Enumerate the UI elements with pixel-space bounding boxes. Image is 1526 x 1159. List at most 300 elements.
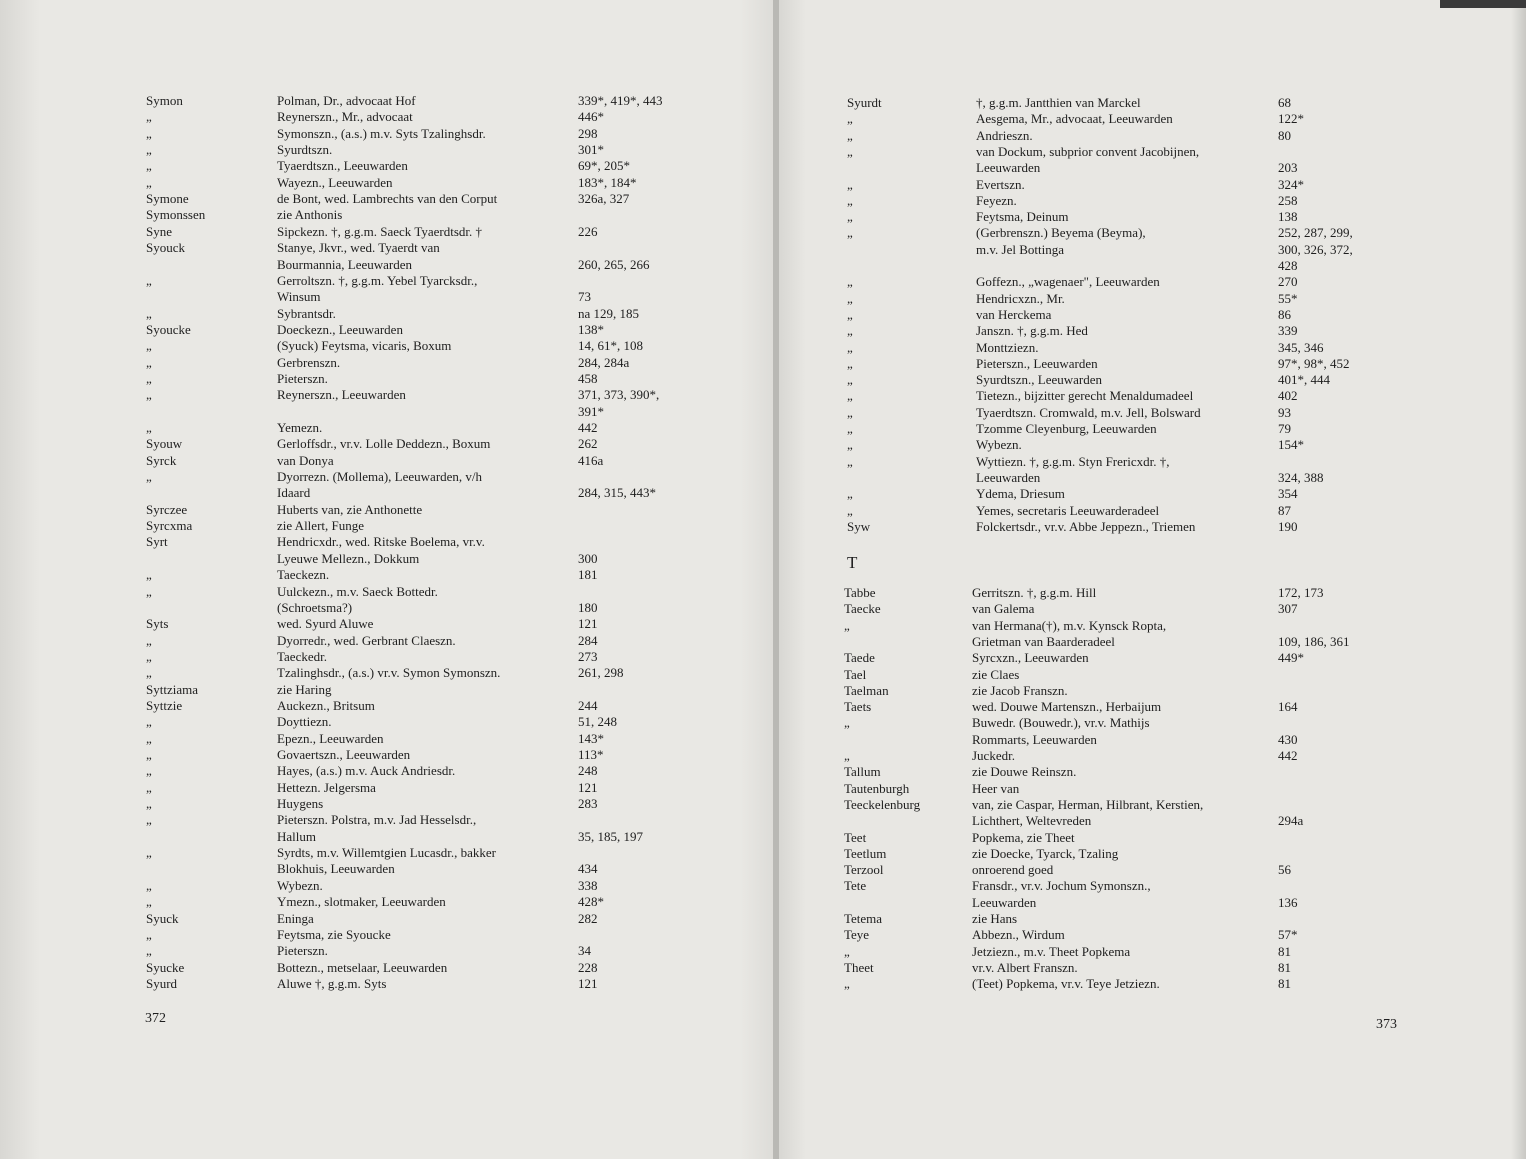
entry-name: „ — [146, 338, 152, 354]
entry-description: Auckezn., Britsum — [277, 697, 375, 713]
entry-name: Teye — [844, 927, 870, 943]
entry-pages: 458 — [578, 370, 598, 386]
entry-name: Syurd — [146, 975, 178, 991]
entry-description: Hendricxdr., wed. Ritske Boelema, vr.v. — [277, 534, 485, 550]
entry-description: (Schroetsma?) — [277, 599, 353, 615]
entry-name: Teet — [844, 829, 867, 845]
entry-name: „ — [146, 943, 152, 959]
index-entry — [0, 256, 776, 273]
entry-name: „ — [146, 632, 152, 648]
index-entry — [776, 682, 1526, 699]
index-entry — [0, 566, 776, 583]
entry-description: van, zie Caspar, Herman, Hilbrant, Kerstien, — [972, 796, 1204, 812]
entry-description: Symonszn., (a.s.) m.v. Syts Tzalinghsdr. — [277, 125, 486, 141]
index-entry — [0, 583, 776, 600]
entry-name: Taecke — [844, 601, 881, 617]
entry-pages: 121 — [578, 616, 598, 632]
entry-description: van Donya — [277, 452, 334, 468]
entry-pages: 68 — [1278, 95, 1291, 110]
index-entry — [0, 223, 776, 240]
entry-description: Grietman van Baarderadeel — [972, 633, 1115, 649]
entry-pages: 143* — [578, 730, 604, 746]
index-entry — [0, 828, 776, 845]
index-entry — [776, 666, 1526, 683]
entry-description: Wybezn. — [277, 877, 323, 893]
entry-description: Juckedr. — [972, 748, 1015, 763]
entry-pages: 273 — [578, 648, 598, 664]
entry-description: Hettezn. Jelgersma — [277, 779, 376, 795]
entry-name: „ — [847, 404, 853, 420]
entry-name: Syrczee — [146, 501, 188, 517]
entry-name: „ — [146, 142, 152, 158]
entry-name: „ — [847, 486, 853, 502]
entry-pages: 401*, 444 — [1278, 372, 1330, 388]
entry-description: Aluwe †, g.g.m. Syts — [277, 975, 387, 991]
index-entry — [0, 746, 776, 763]
entry-description: Yemes, secretaris Leeuwarderadeel — [976, 502, 1160, 518]
index-entry — [776, 829, 1526, 846]
entry-description: zie Douwe Reinszn. — [972, 764, 1077, 780]
entry-description: van Herckema — [976, 306, 1052, 322]
entry-name: „ — [146, 779, 152, 795]
index-entry — [776, 747, 1526, 764]
index-entry — [776, 241, 1526, 258]
entry-pages: 56 — [1278, 862, 1291, 878]
index-entry — [0, 550, 776, 567]
entry-name: „ — [847, 437, 853, 453]
entry-name: Syrck — [146, 452, 177, 468]
entry-pages: 446* — [578, 109, 604, 125]
entry-description: Sybrantsdr. — [277, 305, 336, 321]
right-page — [776, 0, 1526, 1159]
index-entry — [776, 731, 1526, 748]
entry-name: „ — [844, 748, 850, 763]
index-entry — [776, 453, 1526, 470]
entry-name: „ — [844, 976, 850, 992]
index-entry — [776, 208, 1526, 225]
index-entry — [0, 174, 776, 191]
index-entry — [0, 942, 776, 959]
entry-name: „ — [146, 714, 152, 730]
entry-pages: 172, 173 — [1278, 585, 1324, 600]
entry-description: Monttziezn. — [976, 339, 1039, 355]
index-entry — [0, 860, 776, 877]
entry-pages: 428* — [578, 894, 604, 910]
entry-description: (Gerbrenszn.) Beyema (Beyma), — [976, 225, 1146, 241]
index-entry — [776, 698, 1526, 715]
index-entry — [0, 125, 776, 142]
entry-name: Tabbe — [844, 585, 876, 600]
entry-description: Tietezn., bijzitter gerecht Menaldumadeel — [976, 388, 1194, 404]
entry-name: Tael — [844, 666, 867, 682]
index-entry — [0, 92, 776, 109]
entry-pages: 121 — [578, 779, 598, 795]
entry-pages: na 129, 185 — [578, 305, 640, 321]
index-entry — [776, 584, 1526, 601]
entry-name: Theet — [844, 959, 874, 975]
entry-description: Abbezn., Wirdum — [972, 927, 1065, 943]
entry-description: Huygens — [277, 796, 324, 812]
entry-description: de Bont, wed. Lambrechts van den Corput — [277, 191, 498, 207]
entry-description: Blokhuis, Leeuwarden — [277, 861, 395, 877]
index-entry — [0, 713, 776, 730]
entry-description: Huberts van, zie Anthonette — [277, 501, 423, 517]
index-entry — [0, 811, 776, 828]
entry-pages: 228 — [578, 959, 598, 975]
entry-name: Taede — [844, 650, 875, 666]
entry-pages: 449* — [1278, 650, 1304, 666]
entry-description: Pieterszn. Polstra, m.v. Jad Hesselsdr., — [277, 812, 477, 828]
index-entry — [0, 484, 776, 501]
entry-name: Syttzie — [146, 697, 183, 713]
entry-pages: 81 — [1278, 943, 1291, 959]
entry-pages: 345, 346 — [1278, 339, 1324, 355]
entry-name: „ — [847, 209, 853, 225]
index-entry — [0, 108, 776, 125]
entry-name: „ — [847, 306, 853, 322]
index-entry — [0, 206, 776, 223]
entry-pages: 35, 185, 197 — [578, 828, 643, 844]
entry-pages: 416a — [578, 452, 604, 468]
entry-pages: 55* — [1278, 290, 1298, 306]
entry-description: Idaard — [277, 485, 311, 501]
index-entry — [0, 321, 776, 338]
index-entry — [0, 599, 776, 616]
entry-name: „ — [146, 109, 152, 125]
entry-description: Folckertsdr., vr.v. Abbe Jeppezn., Triemen — [976, 518, 1196, 534]
entry-description: zie Anthonis — [277, 207, 343, 223]
entry-description: Wyttiezn. †, g.g.m. Styn Frericxdr. †, — [976, 453, 1170, 469]
entry-description: Lyeuwe Mellezn., Dokkum — [277, 550, 420, 566]
index-entry — [0, 403, 776, 420]
entry-pages: 121 — [578, 975, 598, 991]
index-entry — [776, 94, 1526, 111]
index-entry — [0, 452, 776, 469]
entry-name: „ — [847, 143, 853, 159]
index-entry — [776, 502, 1526, 519]
index-entry — [0, 288, 776, 305]
entry-name: „ — [146, 845, 152, 861]
entry-description: Syurdtszn. — [277, 142, 333, 158]
entry-name: „ — [847, 290, 853, 306]
entry-pages: 136 — [1278, 894, 1298, 910]
entry-pages: 282 — [578, 910, 598, 926]
entry-pages: 260, 265, 266 — [578, 256, 650, 272]
index-entry — [0, 975, 776, 992]
entry-name: „ — [146, 894, 152, 910]
entry-pages: 138* — [578, 321, 604, 337]
index-entry — [776, 404, 1526, 421]
entry-description: (Syuck) Feytsma, vicaris, Boxum — [277, 338, 452, 354]
entry-description: Feyezn. — [976, 192, 1017, 208]
index-entry — [0, 272, 776, 289]
entry-description: Uulckezn., m.v. Saeck Bottedr. — [277, 583, 438, 599]
entry-pages: 284, 284a — [578, 354, 630, 370]
index-entry — [0, 501, 776, 518]
entry-name: „ — [847, 192, 853, 208]
entry-name: „ — [146, 730, 152, 746]
entry-name: „ — [146, 747, 152, 762]
entry-name: Syuck — [146, 910, 179, 926]
entry-name: „ — [146, 648, 152, 664]
entry-name: Symone — [146, 191, 189, 207]
entry-description: Govaertszn., Leeuwarden — [277, 747, 411, 762]
index-entry — [776, 110, 1526, 127]
index-entry — [0, 435, 776, 452]
index-entry — [0, 468, 776, 485]
index-entry — [0, 157, 776, 174]
entry-name: Syrt — [146, 534, 168, 550]
entry-name: „ — [847, 421, 853, 436]
entry-pages: 69*, 205* — [578, 158, 630, 174]
entry-description: Aesgema, Mr., advocaat, Leeuwarden — [976, 111, 1173, 127]
entry-description: Wayezn., Leeuwarden — [277, 174, 393, 190]
entry-name: Syouw — [146, 436, 183, 452]
entry-description: van Hermana(†), m.v. Kynsck Ropta, — [972, 617, 1167, 633]
section-letter: T — [847, 553, 858, 572]
index-entry — [0, 190, 776, 207]
entry-name: „ — [847, 127, 853, 143]
page-number: 373 — [1376, 1017, 1397, 1032]
index-entry — [0, 762, 776, 779]
entry-name: „ — [847, 225, 853, 241]
entry-name: Tete — [844, 878, 867, 894]
entry-pages: 244 — [578, 697, 598, 713]
entry-pages: 324, 388 — [1278, 469, 1324, 485]
entry-name: „ — [844, 943, 850, 959]
entry-name: Tautenburgh — [844, 780, 910, 796]
index-entry — [776, 485, 1526, 502]
index-entry — [776, 926, 1526, 943]
index-entry — [776, 224, 1526, 241]
entry-pages: 339*, 419*, 443 — [578, 93, 663, 108]
entry-name: „ — [847, 453, 853, 469]
entry-description: Heer van — [972, 780, 1020, 796]
entry-pages: 428 — [1278, 258, 1298, 273]
index-entry — [0, 533, 776, 550]
entry-pages: 86 — [1278, 306, 1291, 322]
entry-name: „ — [146, 370, 152, 386]
index-entry — [776, 861, 1526, 878]
entry-description: zie Claes — [972, 666, 1020, 682]
entry-name: „ — [844, 715, 850, 731]
entry-pages: 87 — [1278, 502, 1291, 518]
entry-name: „ — [146, 812, 152, 828]
index-entry — [776, 192, 1526, 209]
index-entry — [0, 386, 776, 403]
index-entry — [776, 273, 1526, 290]
entry-description: Doyttiezn. — [277, 714, 332, 730]
entry-name: „ — [847, 502, 853, 518]
entry-pages: 122* — [1278, 111, 1304, 127]
index-entry — [776, 371, 1526, 388]
entry-name: „ — [146, 272, 152, 288]
index-entry — [776, 633, 1526, 650]
entry-name: Taets — [844, 699, 872, 715]
index-entry — [776, 290, 1526, 307]
entry-description: zie Jacob Franszn. — [972, 682, 1068, 698]
entry-name: „ — [146, 420, 152, 435]
index-entry — [0, 648, 776, 665]
scan-edge — [1440, 0, 1526, 8]
entry-description: Pieterszn., Leeuwarden — [976, 355, 1098, 371]
entry-pages: 80 — [1278, 127, 1291, 143]
entry-pages: 300 — [578, 550, 598, 566]
entry-description: vr.v. Albert Franszn. — [972, 959, 1078, 975]
entry-pages: 354 — [1278, 486, 1298, 502]
entry-description: Jetziezn., m.v. Theet Popkema — [972, 943, 1131, 959]
entry-description: Tyaerdtszn., Leeuwarden — [277, 158, 408, 174]
entry-pages: 81 — [1278, 976, 1291, 992]
index-entry — [0, 730, 776, 747]
index-entry — [776, 518, 1526, 535]
index-entry — [776, 796, 1526, 813]
entry-description: †, g.g.m. Jantthien van Marckel — [976, 95, 1141, 110]
index-entry — [776, 127, 1526, 144]
entry-description: onroerend goed — [972, 862, 1054, 878]
entry-description: Evertszn. — [976, 176, 1025, 192]
entry-description: Sipckezn. †, g.g.m. Saeck Tyaerdtsdr. † — [277, 223, 483, 239]
entry-pages: 301* — [578, 142, 604, 158]
entry-name: „ — [146, 354, 152, 370]
entry-pages: 164 — [1278, 699, 1298, 715]
entry-description: Hendricxzn., Mr. — [976, 290, 1065, 306]
entry-pages: 57* — [1278, 927, 1298, 943]
index-entry — [776, 877, 1526, 894]
entry-pages: 258 — [1278, 192, 1298, 208]
entry-description: Syrdts, m.v. Willemtgien Lucasdr., bakker — [277, 845, 496, 861]
index-entry — [0, 844, 776, 861]
entry-description: Syrcxzn., Leeuwarden — [972, 650, 1089, 666]
index-entry — [0, 910, 776, 927]
index-entry — [0, 632, 776, 649]
index-entry — [0, 779, 776, 796]
entry-name: Tetema — [844, 911, 883, 926]
entry-pages: 248 — [578, 763, 598, 779]
entry-name: „ — [146, 665, 152, 681]
entry-description: zie Doecke, Tyarck, Tzaling — [972, 845, 1119, 861]
entry-description: Fransdr., vr.v. Jochum Symonszn., — [972, 878, 1151, 894]
entry-description: Gerbrenszn. — [277, 354, 341, 370]
entry-description: Janszn. †, g.g.m. Hed — [976, 323, 1088, 339]
entry-pages: 338 — [578, 877, 598, 893]
entry-description: Dyorredr., wed. Gerbrant Claeszn. — [277, 632, 456, 648]
entry-pages: 371, 373, 390*, — [578, 387, 660, 403]
index-entry — [776, 910, 1526, 927]
index-entry — [0, 305, 776, 322]
entry-description: zie Haring — [277, 681, 332, 697]
entry-description: Stanye, Jkvr., wed. Tyaerdt van — [277, 240, 440, 256]
index-entry — [776, 306, 1526, 323]
index-entry — [776, 159, 1526, 176]
entry-description: Pieterszn. — [277, 370, 328, 386]
entry-description: Feytsma, Deinum — [976, 209, 1069, 225]
entry-pages: 284, 315, 443* — [578, 485, 656, 501]
entry-name: „ — [146, 567, 152, 583]
entry-pages: 93 — [1278, 404, 1291, 420]
entry-description: Wybezn. — [976, 437, 1022, 453]
entry-description: Dyorrezn. (Mollema), Leeuwarden, v/h — [277, 469, 483, 485]
entry-pages: 284 — [578, 632, 598, 648]
index-entry — [776, 649, 1526, 666]
entry-name: Syurdt — [847, 95, 882, 110]
entry-name: Syoucke — [146, 321, 191, 337]
entry-name: Syw — [847, 518, 871, 534]
entry-name: „ — [146, 305, 152, 321]
index-entry — [0, 337, 776, 354]
entry-description: van Galema — [972, 601, 1035, 617]
entry-name: Syucke — [146, 959, 185, 975]
index-entry — [776, 959, 1526, 976]
book-gutter — [773, 0, 779, 1159]
entry-description: Ydema, Driesum — [976, 486, 1065, 502]
entry-description: Tyaerdtszn. Cromwald, m.v. Jell, Bolsward — [976, 404, 1201, 420]
entry-description: Hayes, (a.s.) m.v. Auck Andriesdr. — [277, 763, 456, 779]
entry-name: Teetlum — [844, 845, 887, 861]
entry-pages: 262 — [578, 436, 598, 452]
index-entry — [776, 143, 1526, 160]
entry-pages: 283 — [578, 796, 598, 812]
entry-description: (Teet) Popkema, vr.v. Teye Jetziezn. — [972, 976, 1160, 992]
entry-pages: 34 — [578, 943, 591, 959]
entry-name: „ — [847, 111, 853, 127]
entry-name: „ — [847, 339, 853, 355]
entry-name: Symon — [146, 93, 183, 108]
entry-pages: 183*, 184* — [578, 174, 637, 190]
entry-pages: 113* — [578, 747, 604, 762]
index-entry — [776, 387, 1526, 404]
entry-name: „ — [146, 174, 152, 190]
entry-pages: 402 — [1278, 388, 1298, 404]
index-entry — [776, 714, 1526, 731]
index-entry — [0, 141, 776, 158]
entry-description: Gerritszn. †, g.g.m. Hill — [972, 585, 1097, 600]
entry-name: „ — [146, 387, 152, 403]
entry-name: „ — [146, 125, 152, 141]
entry-name: „ — [146, 158, 152, 174]
entry-pages: 298 — [578, 125, 598, 141]
index-entry — [0, 877, 776, 894]
entry-description: Yemezn. — [277, 420, 323, 435]
index-entry — [776, 763, 1526, 780]
entry-description: Syurdtszn., Leeuwarden — [976, 372, 1102, 388]
entry-pages: 252, 287, 299, — [1278, 225, 1353, 241]
entry-name: Syrcxma — [146, 518, 193, 534]
entry-description: Leeuwarden — [972, 894, 1037, 910]
entry-description: wed. Douwe Martenszn., Herbaijum — [972, 699, 1162, 715]
entry-pages: 261, 298 — [578, 665, 624, 681]
entry-pages: 73 — [578, 289, 591, 305]
entry-pages: 300, 326, 372, — [1278, 241, 1353, 257]
index-entry — [776, 469, 1526, 486]
entry-pages: 180 — [578, 599, 598, 615]
entry-description: Rommarts, Leeuwarden — [972, 731, 1097, 747]
entry-description: Polman, Dr., advocaat Hof — [277, 93, 416, 108]
entry-name: „ — [847, 323, 853, 339]
index-entry — [776, 355, 1526, 372]
entry-name: „ — [847, 274, 853, 290]
index-entry — [776, 176, 1526, 193]
index-entry — [776, 420, 1526, 437]
entry-description: Taeckedr. — [277, 648, 327, 664]
entry-name: „ — [847, 355, 853, 371]
entry-name: „ — [847, 388, 853, 404]
index-entry — [0, 926, 776, 943]
entry-name: Tallum — [844, 764, 881, 780]
index-entry — [0, 664, 776, 681]
entry-description: Pieterszn. — [277, 943, 328, 959]
entry-description: Reynerszn., Leeuwarden — [277, 387, 406, 403]
